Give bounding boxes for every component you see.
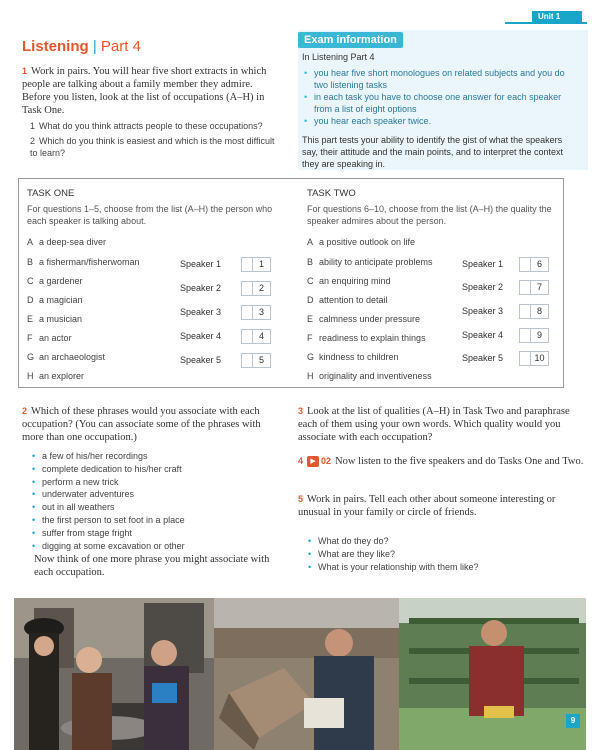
task-two-option: E calmness under pressure bbox=[307, 314, 421, 324]
section-title bbox=[22, 38, 141, 55]
photo-collage bbox=[14, 598, 586, 750]
question-1-subitems bbox=[30, 120, 275, 162]
phrase-bullet: • digging at some excavation or other bbox=[30, 540, 270, 553]
phrase-bullet: • the first person to set foot in a place bbox=[30, 514, 270, 527]
task-one-speaker-label: Speaker 1 bbox=[180, 259, 222, 269]
phrase-bullet: • suffer from stage fright bbox=[30, 527, 270, 540]
prompt-bullet: • What are they like? bbox=[306, 548, 576, 561]
title-separator: | bbox=[92, 38, 97, 55]
answer-box[interactable]: 9 bbox=[519, 328, 549, 343]
task-one-option: B a fisherman/fisherwoman bbox=[27, 257, 140, 267]
phrase-bullet: • complete dedication to his/her craft bbox=[30, 463, 270, 476]
task-two-speaker-label: Speaker 3 bbox=[462, 306, 504, 316]
question-2-followup: Now think of one more phrase you might associate with each occupation. bbox=[34, 554, 270, 578]
task-one-option: F an actor bbox=[27, 333, 72, 343]
task-two-speaker-label: Speaker 4 bbox=[462, 330, 504, 340]
exam-paragraph: This part tests your ability to identify the gist of what the speakers say, their attitude and the main points, and to interpret the context they are speaking in. bbox=[302, 135, 563, 169]
task-one-speaker-label: Speaker 5 bbox=[180, 355, 222, 365]
phrase-bullet: • a few of his/her recordings bbox=[30, 450, 270, 463]
answer-box[interactable]: 6 bbox=[519, 257, 549, 272]
question-1 bbox=[22, 65, 272, 117]
answer-box[interactable]: 7 bbox=[519, 280, 549, 295]
exam-bullets bbox=[302, 67, 572, 127]
question-number: 1 bbox=[22, 66, 28, 76]
task-two-option: C an enquiring mind bbox=[307, 276, 391, 286]
prompt-bullet: • What do they do? bbox=[306, 535, 576, 548]
exam-information-box bbox=[298, 30, 588, 170]
question-5-bullets bbox=[306, 535, 576, 574]
photo-magician bbox=[14, 598, 214, 750]
answer-box[interactable]: 3 bbox=[241, 305, 271, 320]
subitem: 1 What do you think attracts people to these occupations? bbox=[30, 121, 263, 131]
task-two-option: B ability to anticipate problems bbox=[307, 257, 433, 267]
exam-bullet: • in each task you have to choose one answer for each speaker from a list of eight options bbox=[302, 91, 572, 115]
photo-archaeologist bbox=[214, 598, 399, 750]
exam-heading: Exam information bbox=[298, 32, 403, 48]
subitem: 2 Which do you think is easiest and which is the most difficult to learn? bbox=[30, 136, 275, 158]
task-one-speaker-label: Speaker 2 bbox=[180, 283, 222, 293]
task-one-option: C a gardener bbox=[27, 276, 83, 286]
phrase-bullet: • underwater adventures bbox=[30, 488, 270, 501]
audio-track-number: 02 bbox=[321, 456, 332, 466]
question-text: Work in pairs. Tell each other about someone interesting or unusual in your family or circle of friends. bbox=[298, 494, 556, 518]
task-one-option: H an explorer bbox=[27, 371, 85, 381]
task-two-option: D attention to detail bbox=[307, 295, 388, 305]
phrase-bullet: • perform a new trick bbox=[30, 476, 270, 489]
photo-strip bbox=[14, 598, 586, 750]
question-3: 3 Look at the list of qualities (A–H) in Task Two and paraphrase each of them using your own words. Which quality would you associate with each occupation? bbox=[298, 406, 570, 443]
task-two-speaker-label: Speaker 1 bbox=[462, 259, 504, 269]
task-two-title: TASK TWO bbox=[307, 188, 356, 199]
task-one-title: TASK ONE bbox=[27, 188, 75, 199]
task-one-option: D a magician bbox=[27, 295, 83, 305]
task-one-option: G an archaeologist bbox=[27, 352, 106, 362]
page-number: 9 bbox=[566, 714, 580, 728]
title-main: Listening bbox=[22, 38, 89, 55]
task-one-option: E a musician bbox=[27, 314, 83, 324]
exam-bullet: • you hear five short monologues on related subjects and you do two listening tasks bbox=[302, 67, 572, 91]
unit-label: Unit 1 bbox=[532, 11, 582, 23]
task-one-description: For questions 1–5, choose from the list (A–H) the person who each speaker is talking about. bbox=[27, 204, 273, 226]
answer-box[interactable]: 8 bbox=[519, 304, 549, 319]
question-text: Look at the list of qualities (A–H) in Task Two and paraphrase each of them using your own words. Which quality would you associate with each occupation? bbox=[298, 406, 570, 443]
task-one-speaker-label: Speaker 3 bbox=[180, 307, 222, 317]
task-two-option: G kindness to children bbox=[307, 352, 399, 362]
answer-box[interactable]: 5 bbox=[241, 353, 271, 368]
task-two-option: H originality and inventiveness bbox=[307, 371, 432, 381]
question-text: Work in pairs. You will hear five short extracts in which people are talking about a family member they admire. Before you listen, look at the list of occupations (A–H) in Task One. bbox=[22, 66, 267, 116]
question-2: 2 Which of these phrases would you associate with each occupation? (You can associate some of the phrases with more than one occupation.) bbox=[22, 406, 261, 443]
task-two-speaker-label: Speaker 2 bbox=[462, 282, 504, 292]
task-two-option: F readiness to explain things bbox=[307, 333, 426, 343]
task-two-description: For questions 6–10, choose from the list (A–H) the quality the speaker admires about the person. bbox=[307, 204, 552, 226]
task-one-speaker-label: Speaker 4 bbox=[180, 331, 222, 341]
question-2-bullets bbox=[30, 450, 270, 552]
question-text: Now listen to the five speakers and do Tasks One and Two. bbox=[335, 456, 584, 467]
exam-bullet: • you hear each speaker twice. bbox=[302, 115, 572, 127]
audio-track-icon[interactable]: ▶ bbox=[307, 456, 319, 467]
unit-divider bbox=[505, 22, 587, 24]
answer-box[interactable]: 4 bbox=[241, 329, 271, 344]
question-4: 4 ▶ 02 Now listen to the five speakers and do Tasks One and Two. bbox=[298, 456, 584, 467]
task-two-option: A a positive outlook on life bbox=[307, 237, 416, 247]
task-one-option: A a deep-sea diver bbox=[27, 237, 107, 247]
exam-intro: In Listening Part 4 bbox=[302, 52, 375, 62]
task-two-speaker-label: Speaker 5 bbox=[462, 353, 504, 363]
answer-box[interactable]: 1 bbox=[241, 257, 271, 272]
tasks-box bbox=[18, 178, 564, 388]
question-text: Which of these phrases would you associate with each occupation? (You can associate some of the phrases with more than one occupation.) bbox=[22, 406, 261, 443]
photo-gardener bbox=[399, 598, 586, 750]
answer-box[interactable]: 2 bbox=[241, 281, 271, 296]
prompt-bullet: • What is your relationship with them like? bbox=[306, 561, 576, 574]
title-part: Part 4 bbox=[100, 38, 141, 55]
phrase-bullet: • out in all weathers bbox=[30, 501, 270, 514]
answer-box[interactable]: 10 bbox=[519, 351, 549, 366]
question-5: 5 Work in pairs. Tell each other about someone interesting or unusual in your family or circle of friends. bbox=[298, 494, 556, 518]
